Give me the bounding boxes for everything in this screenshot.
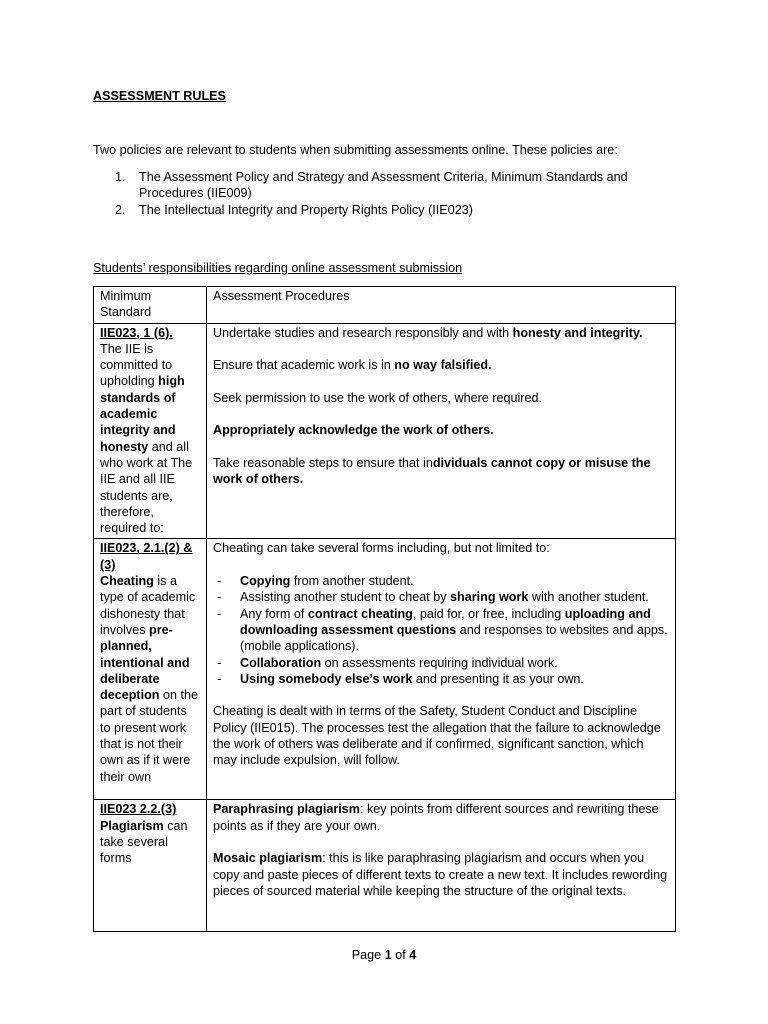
- section-heading: Students’ responsibilities regarding online assessment submission: [93, 261, 463, 275]
- standard-text: on the part of students to present work that is not their own as if it were their own: [100, 688, 198, 784]
- list-text: Assisting another student to cheat by: [240, 590, 451, 605]
- list-item: [213, 573, 669, 589]
- list-item: [213, 671, 669, 687]
- header-assessment-procedures: Assessment Procedures: [207, 287, 676, 324]
- procedure-item: [213, 850, 669, 899]
- procedure-item: [213, 422, 669, 438]
- intro-paragraph: Two policies are relevant to students when submitting assessments online. These policies are:: [93, 143, 618, 157]
- procedure-item: [213, 455, 669, 488]
- policy-code: IIE023 2.2.(3): [100, 802, 177, 817]
- list-emphasis: Using somebody else’s work: [240, 671, 413, 686]
- list-item: [93, 169, 653, 202]
- list-item: [213, 606, 669, 655]
- list-text: and responses to websites and apps. (mobile applications).: [240, 622, 668, 654]
- standard-text: The IIE is committed to upholding: [100, 341, 173, 389]
- list-number: 2.: [115, 202, 126, 217]
- procedure-intro: Cheating can take several forms including, but not limited to:: [213, 541, 550, 556]
- policy-list: [93, 169, 653, 218]
- cheating-forms-list: [213, 573, 669, 687]
- list-item: [213, 589, 669, 605]
- procedure-emphasis: no way falsified.: [394, 358, 492, 373]
- page-of-label: of: [391, 948, 410, 962]
- procedure-emphasis: Paraphrasing plagiarism: [213, 802, 360, 817]
- page-label: Page: [351, 948, 385, 962]
- list-text: , paid for, or free, including: [412, 606, 565, 621]
- list-item: [93, 202, 653, 218]
- list-emphasis: contract cheating: [307, 606, 413, 621]
- procedures-cell: [207, 323, 676, 539]
- procedure-text: : key points from different sources and rewriting these points as if they are your own.: [213, 802, 659, 833]
- page-title: ASSESSMENT RULES: [93, 89, 226, 103]
- page-footer: [0, 947, 768, 963]
- policy-code: IIE023, 1 (6).: [100, 325, 173, 340]
- procedure-outro: Cheating is dealt with in terms of the Safety, Student Conduct and Discipline Policy (IIE015). The processes test the allegation that the failure to acknowledge the work of others was deliberate and if confirmed, significant sanction, which may include expulsion, will follow.: [213, 704, 661, 768]
- procedure-item: [213, 357, 669, 373]
- list-emphasis: sharing work: [450, 590, 529, 605]
- list-text: with another student.: [528, 590, 649, 605]
- standard-text: can take several forms: [100, 818, 188, 866]
- table-row: [94, 800, 676, 932]
- procedure-text: Take reasonable steps to ensure that in: [213, 455, 433, 470]
- standard-cell: [94, 800, 207, 932]
- responsibilities-table: [93, 286, 676, 932]
- list-text: Any form of: [240, 606, 308, 621]
- header-minimum-standard: Minimum Standard: [94, 287, 207, 324]
- procedure-item: Seek permission to use the work of others, where required.: [213, 390, 542, 405]
- list-item: [213, 655, 669, 671]
- policy-code: IIE023, 2.1.(2) & (3): [100, 541, 193, 572]
- procedure-text: : this is like paraphrasing plagiarism and occurs when you copy and paste pieces of different texts to create a new text. It includes rewording pieces of sourced material while keeping the structure of the original texts.: [213, 851, 668, 898]
- procedure-emphasis: Mosaic plagiarism: [213, 851, 323, 866]
- current-page-number: 1: [384, 948, 392, 962]
- procedure-emphasis: dividuals cannot copy or misuse the work of others.: [213, 455, 651, 487]
- standard-text: and all who work at The IIE and all IIE students are, therefore, required to:: [100, 439, 193, 536]
- policy-text: The Intellectual Integrity and Property Rights Policy (IIE023): [139, 202, 473, 217]
- list-text: on assessments requiring individual work.: [321, 655, 558, 670]
- standard-emphasis: Cheating: [100, 574, 154, 589]
- table-header-row: [94, 287, 676, 324]
- procedures-cell: [207, 800, 676, 932]
- standard-emphasis: high standards of academic integrity and honesty: [100, 374, 185, 454]
- procedure-emphasis: honesty and integrity.: [512, 325, 643, 340]
- list-text: from another student.: [290, 574, 414, 589]
- procedure-item: [213, 325, 669, 341]
- standard-emphasis: pre-planned, intentional and deliberate deception: [100, 622, 190, 703]
- procedure-item: [213, 801, 669, 834]
- list-emphasis: uploading and downloading assessment questions: [240, 606, 651, 637]
- standard-cell: [94, 323, 207, 539]
- table-row: [94, 539, 676, 800]
- list-emphasis: Collaboration: [240, 655, 322, 670]
- list-emphasis: Copying: [240, 574, 291, 589]
- list-number: 1.: [115, 170, 126, 184]
- standard-emphasis: Plagiarism: [100, 818, 164, 833]
- policy-text: The Assessment Policy and Strategy and Assessment Criteria, Minimum Standards and Procedures (IIE009): [139, 170, 628, 201]
- total-page-count: 4: [409, 948, 417, 962]
- list-text: and presenting it as your own.: [412, 671, 584, 686]
- procedure-text: Undertake studies and research responsibly and with: [213, 325, 513, 340]
- procedure-emphasis: Appropriately acknowledge the work of others.: [213, 423, 494, 438]
- standard-cell: [94, 539, 207, 800]
- table-row: [94, 323, 676, 539]
- procedure-text: Ensure that academic work is in: [213, 358, 395, 373]
- standard-text: is a type of academic dishonesty that involves: [100, 574, 196, 637]
- procedures-cell: [207, 539, 676, 800]
